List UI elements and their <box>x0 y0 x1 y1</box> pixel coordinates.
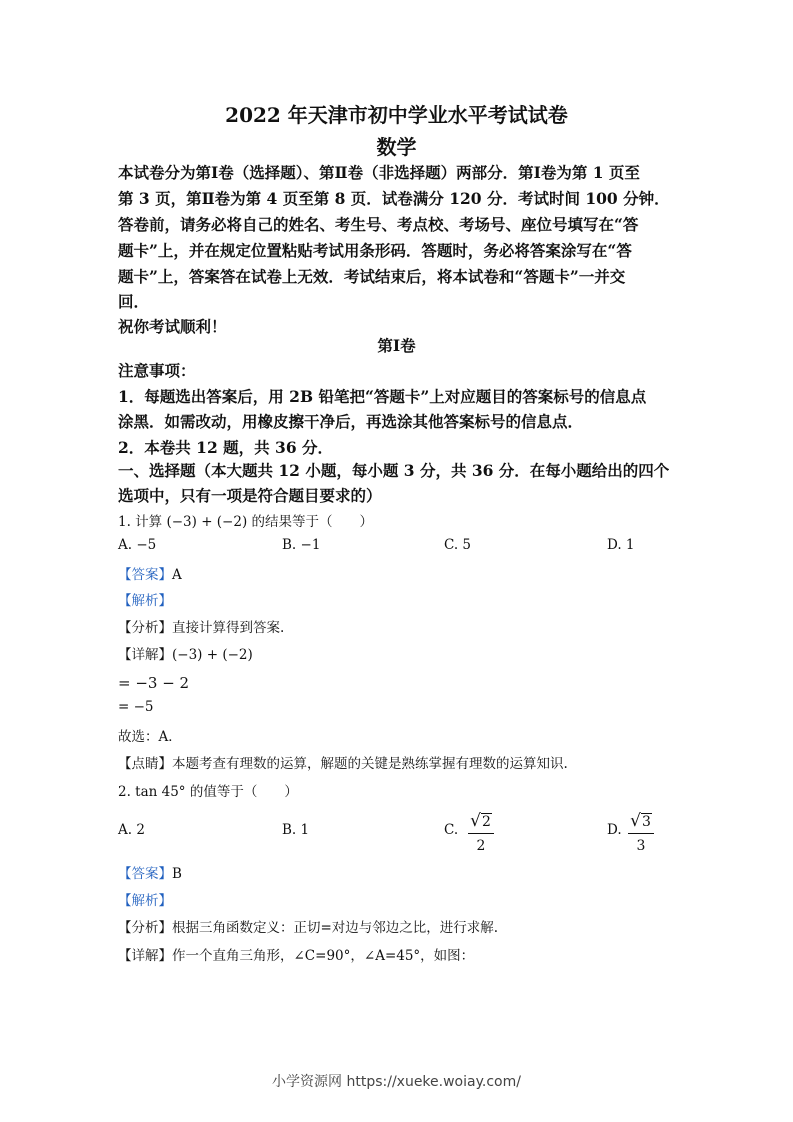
q1-choose: 故选：A． <box>118 729 182 745</box>
fenxi-tag: 【分析】 <box>118 620 172 636</box>
q1-option-d: D. 1 <box>607 537 635 553</box>
q1-fenxi <box>118 616 284 636</box>
q1-dianjing <box>118 752 568 772</box>
note-line: 选项中，只有一项是符合题目要求的） <box>118 486 382 505</box>
q2-xiangjie <box>118 944 474 964</box>
q1-option-b: B. −1 <box>282 537 321 553</box>
c-denominator: 2 <box>476 838 486 854</box>
c-radicand: 2 <box>481 814 491 830</box>
footer-watermark: 小学资源网 https://xueke.woiay.com/ <box>272 1074 521 1090</box>
q2-option-c-fraction: $\frac{√2}{2}$ <box>468 811 494 854</box>
q1-option-a: A. −5 <box>118 537 157 553</box>
d-radicand: 3 <box>641 814 651 830</box>
fenxi-text: 直接计算得到答案. <box>172 620 285 636</box>
q1-step-3: = −5 <box>118 699 154 715</box>
answer-value: A <box>172 567 182 583</box>
subject-title: 数学 <box>376 135 417 159</box>
answer-tag: 【答案】 <box>118 567 172 583</box>
xiangjie-text: 作一个直角三角形，∠C=90°，∠A=45°，如图： <box>172 948 475 964</box>
question-1-stem: 1. 计算 (−3) + (−2) 的结果等于（ ） <box>118 514 374 530</box>
note-line: 2．本卷共 12 题，共 36 分． <box>118 438 334 457</box>
section-heading: 第Ⅰ卷 <box>377 336 416 355</box>
page-title: 2022 年天津市初中学业水平考试试卷 <box>225 103 568 127</box>
note-line: 涂黑．如需改动，用橡皮擦干净后，再选涂其他答案标号的信息点． <box>118 412 584 431</box>
answer-tag: 【答案】 <box>118 866 172 882</box>
fenxi-text: 根据三角函数定义：正切=对边与邻边之比，进行求解. <box>172 920 499 936</box>
q2-analysis-tag: 【解析】 <box>118 893 172 909</box>
question-2-stem: 2. tan 45° 的值等于（ ） <box>118 784 298 800</box>
xiangjie-tag: 【详解】 <box>118 948 172 964</box>
q1-step-2: = −3 − 2 <box>118 674 190 692</box>
q2-option-b: B. 1 <box>282 822 310 838</box>
intro-line: 题卡”上，答案答在试卷上无效．考试结束后，将本试卷和“答题卡”一并交 <box>118 267 626 286</box>
fenxi-tag: 【分析】 <box>118 920 172 936</box>
q1-option-c: C. 5 <box>444 537 472 553</box>
q2-option-a: A. 2 <box>118 822 145 838</box>
d-denominator: 3 <box>636 838 646 854</box>
q1-xiangjie <box>118 643 253 663</box>
intro-line: 答卷前，请务必将自己的姓名、考生号、考点校、考场号、座位号填写在“答 <box>118 215 639 234</box>
note-line: 一、选择题（本大题共 12 小题，每小题 3 分，共 36 分．在每小题给出的四个 <box>118 461 670 480</box>
q2-fenxi <box>118 916 498 936</box>
q1-answer <box>118 563 182 583</box>
answer-value: B <box>172 866 182 882</box>
xiangjie-tag: 【详解】 <box>118 647 172 663</box>
intro-line: 第 3 页，第Ⅱ卷为第 4 页至第 8 页．试卷满分 120 分．考试时间 100 分钟． <box>118 189 670 208</box>
intro-line: 回． <box>118 292 150 311</box>
q2-option-d-fraction: $\frac{√3}{3}$ <box>628 811 654 854</box>
q2-option-c-label: C. <box>444 822 459 838</box>
notes-title: 注意事项： <box>118 361 196 380</box>
dianjing-tag: 【点睛】 <box>118 756 172 772</box>
xiangjie-step: (−3) + (−2) <box>172 647 253 663</box>
intro-line: 本试卷分为第Ⅰ卷（选择题）、第Ⅱ卷（非选择题）两部分．第Ⅰ卷为第 1 页至 <box>118 163 640 182</box>
intro-line: 祝你考试顺利！ <box>118 317 227 336</box>
q2-answer <box>118 862 182 882</box>
q2-option-d-label: D. <box>607 822 622 838</box>
dianjing-text: 本题考查有理数的运算，解题的关键是熟练掌握有理数的运算知识. <box>172 756 568 772</box>
note-line: 1．每题选出答案后，用 2B 铅笔把“答题卡”上对应题目的答案标号的信息点 <box>118 387 647 406</box>
intro-line: 题卡”上，并在规定位置粘贴考试用条形码．答题时，务必将答案涂写在“答 <box>118 241 632 260</box>
q1-analysis-tag: 【解析】 <box>118 593 172 609</box>
